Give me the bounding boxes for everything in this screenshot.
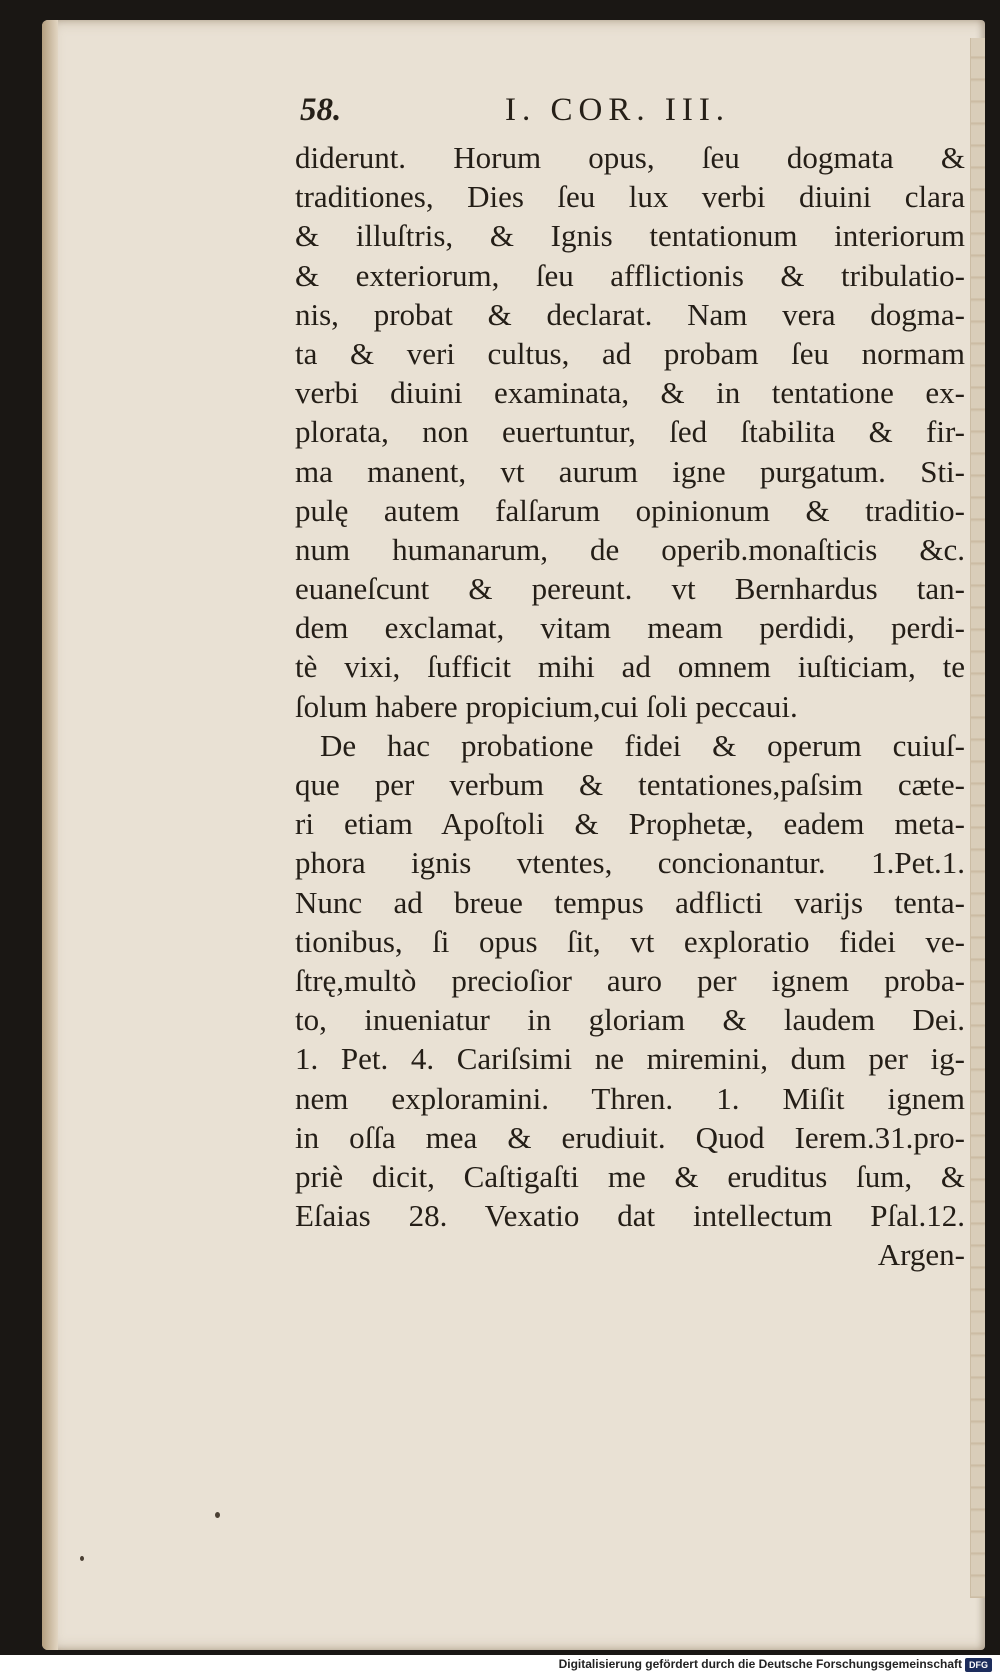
text-line: & exteriorum, ſeu afflictionis & tribulatio- <box>295 257 965 293</box>
text-line: ma manent, vt aurum igne purgatum. Sti- <box>295 453 965 489</box>
text-line: nis, probat & declarat. Nam vera dogma- <box>295 296 965 332</box>
text-line: ſolum habere propicium,cui ſoli peccaui. <box>295 688 798 724</box>
text-line: tionibus, ſi opus ſit, vt exploratio fidei ve- <box>295 923 965 959</box>
body-text <box>295 138 965 1274</box>
text-line: plorata, non euertuntur, ſed ſtabilita & fir- <box>295 414 965 450</box>
ink-speck <box>215 1512 220 1518</box>
text-line: dem exclamat, vitam meam perdidi, perdi- <box>295 610 965 646</box>
page-gutter-shadow <box>42 20 58 1650</box>
page-fore-edge <box>970 38 985 1598</box>
footer-bar <box>0 1655 1000 1678</box>
text-line: in oſſa mea & erudiuit. Quod Ierem.31.pro- <box>295 1119 965 1155</box>
text-line: De hac probatione fidei & operum cuiuſ- <box>320 727 965 763</box>
text-line: 1. Pet. 4. Cariſsimi ne miremini, dum per ig- <box>295 1041 965 1077</box>
text-line: & illuſtris, & Ignis tentationum interiorum <box>295 218 965 254</box>
text-line: ta & veri cultus, ad probam ſeu normam <box>295 335 965 371</box>
catchword: Argen- <box>877 1237 965 1273</box>
dfg-logo: DFG <box>965 1658 992 1672</box>
text-line: pulę autem falſarum opinionum & traditio- <box>295 492 965 528</box>
text-line: traditiones, Dies ſeu lux verbi diuini clara <box>295 179 965 215</box>
text-line: to, inueniatur in gloriam & laudem Dei. <box>295 1002 965 1038</box>
page-number: 58. <box>300 92 342 128</box>
text-line: phora ignis vtentes, concionantur. 1.Pet.1. <box>295 845 965 881</box>
text-line: Eſaias 28. Vexatio dat intellectum Pſal.12. <box>295 1198 965 1234</box>
funding-credit: Digitalisierung gefördert durch die Deutsche Forschungsgemeinschaft <box>558 1657 962 1671</box>
text-line: nem exploramini. Thren. 1. Miſit ignem <box>295 1080 965 1116</box>
text-line: ſtrę,multò precioſior auro per ignem proba- <box>295 962 965 998</box>
text-line: que per verbum & tentationes,paſsim cæte- <box>295 767 965 802</box>
text-line: diderunt. Horum opus, ſeu dogmata & <box>295 140 965 175</box>
text-line: verbi diuini examinata, & in tentatione ex- <box>295 375 965 411</box>
text-line: priè dicit, Caſtigaſti me & eruditus ſum, & <box>295 1158 965 1194</box>
text-line: num humanarum, de operib.monaſticis &c. <box>295 531 965 567</box>
ink-speck <box>80 1556 84 1561</box>
text-line: Nunc ad breue tempus adflicti varijs tenta- <box>295 884 965 920</box>
page-header <box>255 86 775 136</box>
text-line: ri etiam Apoſtoli & Prophetæ, eadem meta- <box>295 806 965 842</box>
text-line: euaneſcunt & pereunt. vt Bernhardus tan- <box>295 571 965 607</box>
running-head: I. COR. III. <box>505 92 731 128</box>
text-line: tè vixi, ſufficit mihi ad omnem iuſticiam, te <box>295 649 965 685</box>
